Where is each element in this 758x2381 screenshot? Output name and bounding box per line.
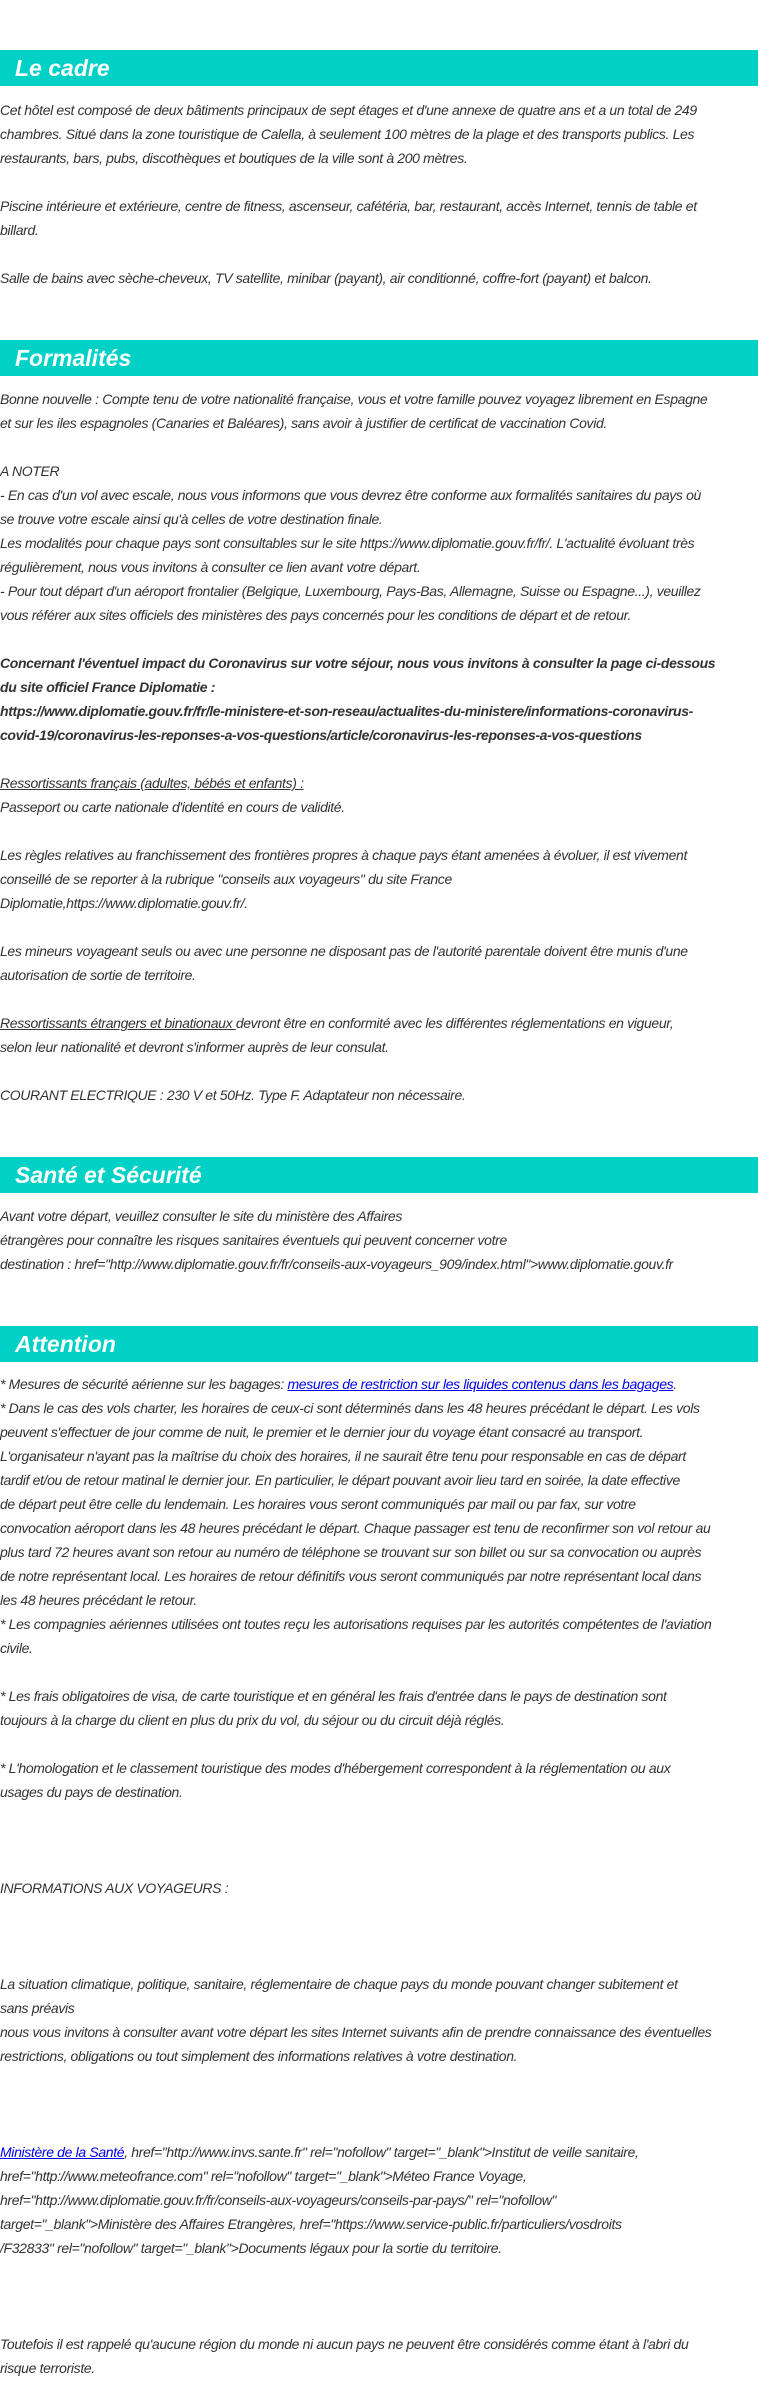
text-line: href="http://www.meteofrance.com" rel="nofollow" target="_blank">Méteo France Voyage, bbox=[0, 2168, 527, 2184]
text-line: risque terroriste. bbox=[0, 2360, 95, 2376]
text-line: et sur les iles espagnoles (Canaries et Baléares), sans avoir à justifier de certificat de vaccination Covid. bbox=[0, 415, 607, 431]
ressortissants-francais-text bbox=[0, 795, 758, 819]
ressortissants-etrangers-text bbox=[0, 1035, 758, 1059]
text-line: nous vous invitons à consulter avant votre départ les sites Internet suivants afin de prendre connaissance des éventuelles bbox=[0, 2024, 712, 2040]
text-line: Les règles relatives au franchissement des frontières propres à chaque pays étant amenées à évoluer, il est vivement bbox=[0, 847, 688, 863]
institut-veille-text: , href="http://www.invs.sante.fr" rel="nofollow" target="_blank">Institut de veille sanitaire, bbox=[124, 2144, 639, 2160]
section-header-cadre: Le cadre bbox=[0, 50, 758, 86]
section-header-attention: Attention bbox=[0, 1326, 758, 1362]
cadre-paragraph-3 bbox=[0, 266, 758, 290]
text-line: /F32833" rel="nofollow" target="_blank">Documents légaux pour la sortie du territoire. bbox=[0, 2240, 502, 2256]
ministere-sante-link[interactable]: Ministère de la Santé bbox=[0, 2144, 125, 2160]
attention-paragraph-1 bbox=[0, 1372, 758, 1660]
text-line: du site officiel France Diplomatie : bbox=[0, 679, 216, 695]
text-line: civile. bbox=[0, 1640, 33, 1656]
text-line: - Pour tout départ d'un aéroport frontalier (Belgique, Luxembourg, Pays-Bas, Allemagne, Suisse ou Espagne...), veuillez bbox=[0, 583, 701, 599]
text-line: Diplomatie,https://www.diplomatie.gouv.fr/. bbox=[0, 895, 248, 911]
attention-paragraph-2 bbox=[0, 1684, 758, 1732]
vols-charter-text bbox=[0, 1396, 758, 1660]
text-line: * L'homologation et le classement touristique des modes d'hébergement correspondent à la réglementation ou aux bbox=[0, 1760, 671, 1776]
text-line: target="_blank">Ministère des Affaires Etrangères, href="https://www.service-public.fr/particuliers/vosdroits bbox=[0, 2216, 622, 2232]
text-line: COURANT ELECTRIQUE : 230 V et 50Hz. Type F. Adaptateur non nécessaire. bbox=[0, 1087, 466, 1103]
text-line: selon leur nationalité et devront s'informer auprès de leur consulat. bbox=[0, 1039, 389, 1055]
text-line: billard. bbox=[0, 222, 39, 238]
text-line: * Les frais obligatoires de visa, de carte touristique et en général les frais d'entrée dans le pays de destination sont bbox=[0, 1688, 667, 1704]
text-line: de notre représentant local. Les horaires de retour définitifs vous seront communiqués par notre représentant local dans bbox=[0, 1568, 702, 1584]
text-line: Avant votre départ, veuillez consulter le site du ministère des Affaires bbox=[0, 1208, 403, 1224]
text-line: L'organisateur n'ayant pas la maîtrise du choix des horaires, il ne saurait être tenu pour responsable en cas de départ bbox=[0, 1448, 686, 1464]
ressortissants-etrangers-heading: Ressortissants étrangers et binationaux bbox=[0, 1015, 236, 1031]
text-line: Concernant l'éventuel impact du Coronavirus sur votre séjour, nous vous invitons à consulter la page ci-dessous bbox=[0, 655, 716, 671]
text-line: Piscine intérieure et extérieure, centre de fitness, ascenseur, cafétéria, bar, restaurant, accès Internet, tennis de table et bbox=[0, 198, 697, 214]
formalites-paragraph-4 bbox=[0, 771, 758, 819]
ressortissants-etrangers-text-start: devront être en conformité avec les différentes réglementations en vigueur, bbox=[235, 1015, 674, 1031]
text-line: chambres. Situé dans la zone touristique de Calella, à seulement 100 mètres de la plage et des transports publics. Les bbox=[0, 126, 695, 142]
text-line: vous référer aux sites officiels des ministères des pays concernés pour les conditions de départ et de retour. bbox=[0, 607, 631, 623]
text-line: étrangères pour connaître les risques sanitaires éventuels qui peuvent concerner votre bbox=[0, 1232, 507, 1248]
text-line: * Dans le cas des vols charter, les horaires de ceux-ci sont déterminés dans les 48 heures précédant le départ. Les vols bbox=[0, 1400, 700, 1416]
text-line: conseillé de se reporter à la rubrique "conseils aux voyageurs" du site France bbox=[0, 871, 452, 887]
section-header-formalites: Formalités bbox=[0, 340, 758, 376]
mesures-securite-suffix: . bbox=[673, 1376, 677, 1392]
text-line: toujours à la charge du client en plus du prix du vol, du séjour ou du circuit déjà réglés. bbox=[0, 1712, 505, 1728]
text-line: restaurants, bars, pubs, discothèques et boutiques de la ville sont à 200 mètres. bbox=[0, 150, 468, 166]
text-line: restrictions, obligations ou tout simplement des informations relatives à votre destination. bbox=[0, 2048, 518, 2064]
useful-sites-text bbox=[0, 2164, 758, 2260]
text-line: Les mineurs voyageant seuls ou avec une personne ne disposant pas de l'autorité parentale doivent être munis d'une bbox=[0, 943, 688, 959]
cadre-paragraph-2 bbox=[0, 194, 758, 242]
sante-paragraph-1 bbox=[0, 1204, 758, 1276]
formalites-paragraph-6 bbox=[0, 939, 758, 987]
text-line: autorisation de sortie de territoire. bbox=[0, 967, 196, 983]
attention-paragraph-5 bbox=[0, 1972, 758, 2068]
attention-paragraph-3 bbox=[0, 1756, 758, 1804]
formalites-paragraph-7 bbox=[0, 1011, 758, 1059]
text-line: convocation aéroport dans les 48 heures précédant le départ. Chaque passager est tenu de reconfirmer son vol retour au bbox=[0, 1520, 711, 1536]
text-line: destination : href="http://www.diplomatie.gouv.fr/fr/conseils-aux-voyageurs_909/index.html">www.diplomatie.gouv.fr bbox=[0, 1256, 673, 1272]
section-header-sante: Santé et Sécurité bbox=[0, 1157, 758, 1193]
text-line: Bonne nouvelle : Compte tenu de votre nationalité française, vous et votre famille pouvez voyagez librement en Espagne bbox=[0, 391, 708, 407]
text-line: régulièrement, nous vous invitons à consulter ce lien avant votre départ. bbox=[0, 559, 421, 575]
text-line: Toutefois il est rappelé qu'aucune région du monde ni aucun pays ne peuvent être considérés comme étant à l'abri du bbox=[0, 2336, 689, 2352]
cadre-paragraph-1 bbox=[0, 98, 758, 170]
formalites-paragraph-5 bbox=[0, 843, 758, 915]
text-line: Les modalités pour chaque pays sont consultables sur le site https://www.diplomatie.gouv.fr/fr/. L'actualité évoluant très bbox=[0, 535, 695, 551]
text-line: - En cas d'un vol avec escale, nous vous informons que vous devrez être conforme aux formalités sanitaires du pays où bbox=[0, 487, 701, 503]
attention-paragraph-6 bbox=[0, 2140, 758, 2260]
text-line: sans préavis bbox=[0, 2000, 75, 2016]
text-line: La situation climatique, politique, sanitaire, réglementaire de chaque pays du monde pouvant changer subitement et bbox=[0, 1976, 678, 1992]
text-line: Cet hôtel est composé de deux bâtiments principaux de sept étages et d'une annexe de quatre ans et a un total de 249 bbox=[0, 102, 697, 118]
text-line: A NOTER bbox=[0, 463, 60, 479]
text-line: tardif et/ou de retour matinal le dernier jour. En particulier, le départ pouvant avoir lieu tard en soirée, la date effective bbox=[0, 1472, 680, 1488]
formalites-paragraph-1 bbox=[0, 387, 758, 435]
text-line: plus tard 72 heures avant son retour au numéro de téléphone se trouvant sur son billet ou sur sa convocation ou auprès bbox=[0, 1544, 702, 1560]
text-line: se trouve votre escale ainsi qu'à celles de votre destination finale. bbox=[0, 511, 383, 527]
liquides-restriction-link[interactable]: mesures de restriction sur les liquides contenus dans les bagages bbox=[287, 1376, 674, 1392]
formalites-paragraph-8 bbox=[0, 1083, 758, 1107]
text-line: peuvent s'effectuer de jour comme de nuit, le premier et le dernier jour du voyage étant consacré au transport. bbox=[0, 1424, 644, 1440]
text-line: Salle de bains avec sèche-cheveux, TV satellite, minibar (payant), air conditionné, coffre-fort (payant) et balcon. bbox=[0, 270, 652, 286]
text-line: INFORMATIONS AUX VOYAGEURS : bbox=[0, 1880, 229, 1896]
informations-voyageurs-heading bbox=[0, 1876, 758, 1900]
text-line: href="http://www.diplomatie.gouv.fr/fr/conseils-aux-voyageurs/conseils-par-pays/" rel="nofollow" bbox=[0, 2192, 557, 2208]
text-line: de départ peut être celle du lendemain. Les horaires vous seront communiqués par mail ou par fax, sur votre bbox=[0, 1496, 636, 1512]
text-line: https://www.diplomatie.gouv.fr/fr/le-ministere-et-son-reseau/actualites-du-ministere/informations-coronavirus- bbox=[0, 703, 693, 719]
ressortissants-francais-heading: Ressortissants français (adultes, bébés et enfants) : bbox=[0, 775, 304, 791]
text-line: * Les compagnies aériennes utilisées ont toutes reçu les autorisations requises par les autorités compétentes de l'aviation bbox=[0, 1616, 712, 1632]
attention-paragraph-7 bbox=[0, 2332, 758, 2380]
formalites-paragraph-2 bbox=[0, 459, 758, 627]
text-line: Passeport ou carte nationale d'identité en cours de validité. bbox=[0, 799, 345, 815]
text-line: covid-19/coronavirus-les-reponses-a-vos-questions/article/coronavirus-les-reponses-a-vos-questions bbox=[0, 727, 642, 743]
formalites-paragraph-3 bbox=[0, 651, 758, 747]
mesures-securite-prefix: * Mesures de sécurité aérienne sur les bagages: bbox=[0, 1376, 288, 1392]
text-line: usages du pays de destination. bbox=[0, 1784, 183, 1800]
text-line: les 48 heures précédant le retour. bbox=[0, 1592, 197, 1608]
